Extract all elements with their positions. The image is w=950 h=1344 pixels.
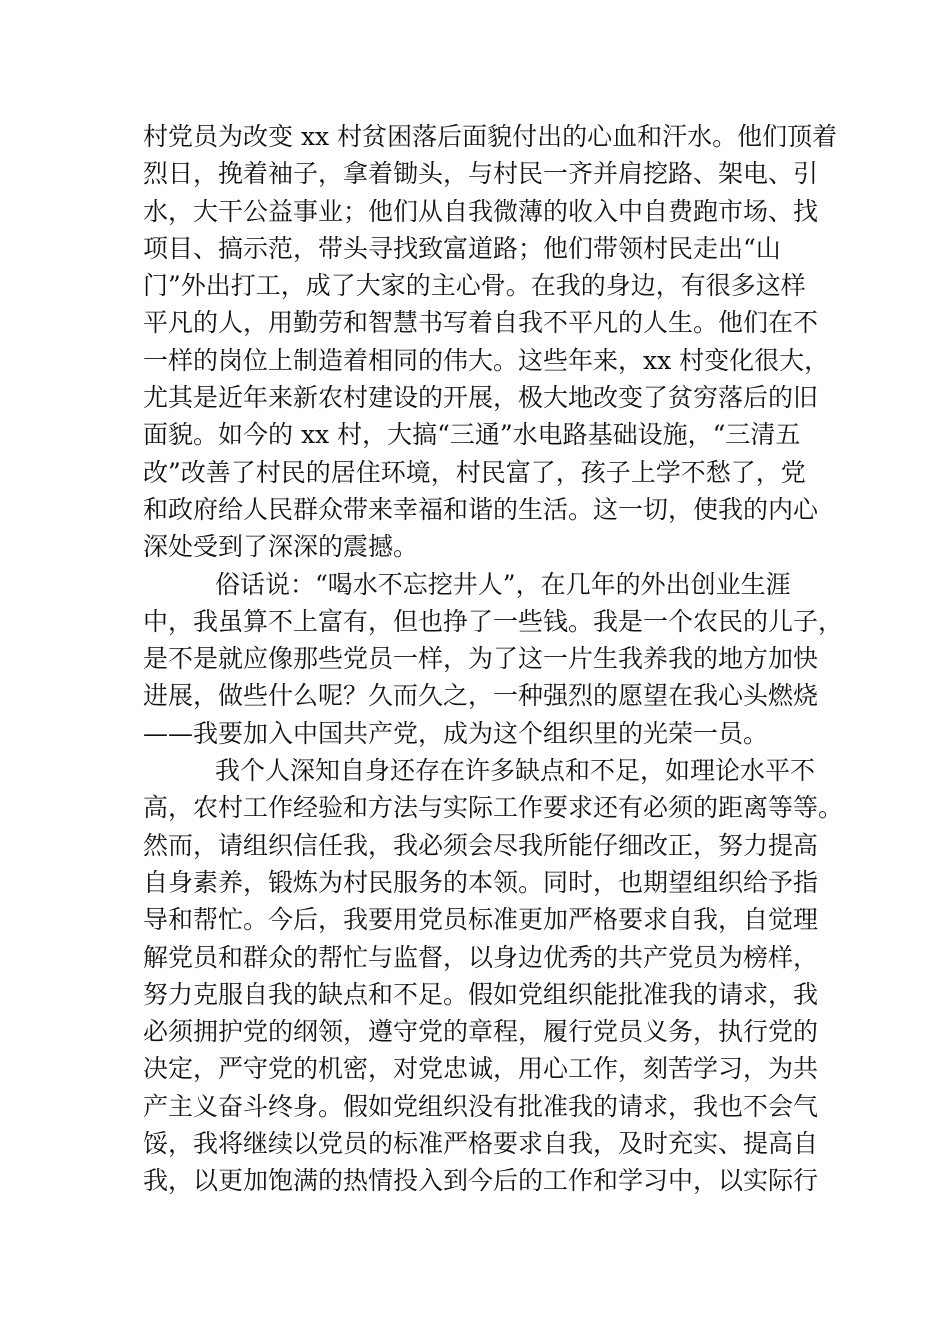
text-line: 门”外出打工，成了大家的主心骨。在我的身边，有很多这样 [143, 271, 806, 301]
text-line: 努力克服自我的缺点和不足。假如党组织能批准我的请求，我 [143, 979, 819, 1009]
text-line: 高，农村工作经验和方法与实际工作要求还有必须的距离等等。 [143, 793, 844, 823]
text-line: 导和帮忙。今后，我要用党员标准更加严格要求自我，自觉理 [143, 905, 819, 935]
text-line: 自身素养，锻炼为村民服务的本领。同时，也期望组织给予指 [143, 867, 819, 897]
text-line: 是不是就应像那些党员一样，为了这一片生我养我的地方加快 [143, 644, 819, 674]
text-line: 烈日，挽着袖子，拿着锄头，与村民一齐并肩挖路、架电、引 [143, 159, 819, 189]
text-line: 深处受到了深深的震撼。 [143, 532, 419, 562]
text-line: 面貌。如今的 xx 村，大搞“三通”水电路基础设施，“三清五 [143, 420, 801, 450]
text-line: 产主义奋斗终身。假如党组织没有批准我的请求，我也不会气 [143, 1091, 819, 1121]
text-line: 改”改善了村民的居住环境，村民富了，孩子上学不愁了，党 [143, 457, 806, 487]
text-line: 和政府给人民群众带来幸福和谐的生活。这一切，使我的内心 [143, 494, 819, 524]
text-line: 馁，我将继续以党员的标准严格要求自我，及时充实、提高自 [143, 1129, 819, 1159]
body-text [143, 118, 844, 1200]
text-line: ——我要加入中国共产党，成为这个组织里的光荣一员。 [143, 718, 769, 748]
text-line: 村党员为改变 xx 村贫困落后面貌付出的心血和汗水。他们顶着 [143, 122, 838, 151]
text-line: 一样的岗位上制造着相同的伟大。这些年来，xx 村变化很大， [143, 345, 830, 375]
text-line: 尤其是近年来新农村建设的开展，极大地改变了贫穷落后的旧 [143, 383, 819, 413]
text-line: 中，我虽算不上富有，但也挣了一些钱。我是一个农民的儿子， [143, 606, 844, 636]
paragraph-first-line: 俗话说：“喝水不忘挖井人”，在几年的外出创业生涯 [215, 569, 791, 599]
text-line: 平凡的人，用勤劳和智慧书写着自我不平凡的人生。他们在不 [143, 308, 819, 338]
text-line: 必须拥护党的纲领，遵守党的章程，履行党员义务，执行党的 [143, 1017, 819, 1047]
text-line: 我，以更加饱满的热情投入到今后的工作和学习中，以实际行 [143, 1166, 819, 1196]
text-line: 然而，请组织信任我，我必须会尽我所能仔细改正，努力提高 [143, 830, 819, 860]
text-line: 项目、搞示范，带头寻找致富道路；他们带领村民走出“山 [143, 233, 781, 263]
text-line: 决定，严守党的机密，对党忠诚，用心工作，刻苦学习，为共 [143, 1054, 819, 1084]
text-line: 水，大干公益事业；他们从自我微薄的收入中自费跑市场、找 [143, 196, 819, 226]
text-line: 解党员和群众的帮忙与监督，以身边优秀的共产党员为榜样， [143, 942, 819, 972]
paragraph-first-line: 我个人深知自身还存在许多缺点和不足，如理论水平不 [215, 756, 816, 786]
text-line: 进展，做些什么呢？久而久之，一种强烈的愿望在我心头燃烧 [143, 681, 819, 711]
